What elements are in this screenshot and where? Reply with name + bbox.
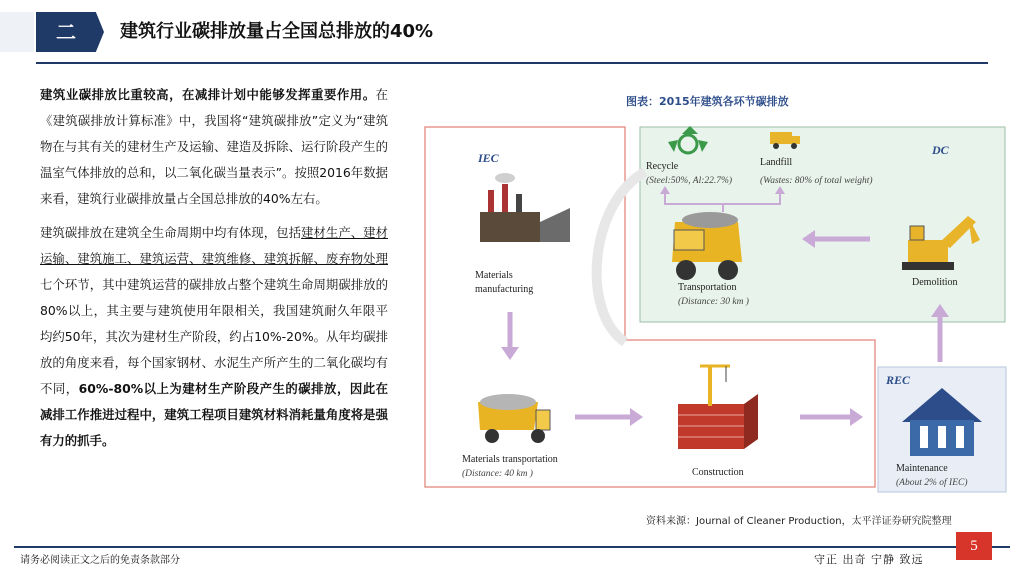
transportation-label: Transportation (678, 282, 737, 293)
rec-label: REC (886, 373, 911, 387)
factory-icon (480, 173, 570, 242)
maintenance-label: Maintenance (896, 463, 948, 474)
lifecycle-diagram (420, 112, 1010, 502)
paragraph-2-bold: 60%-80%以上为建材生产阶段产生的碳排放，因此在减排工作推进过程中，建筑工程项目建筑材料消耗量角度将是强有力的抓手。 (40, 381, 388, 448)
paragraph-1-text: 在《建筑碳排放计算标准》中，我国将“建筑碳排放”定义为“建筑物在与其有关的建材生产及运输、建造及拆除、运行阶段产生的温室气体排放的总和，以二氧化碳当量表示”。按照2016年数据来看，建筑行业碳排放量占全国总排放的40%左右。 (40, 87, 388, 206)
recycle-detail: (Steel:50%, Al:22.7%) (646, 176, 733, 186)
recycle-label: Recycle (646, 161, 679, 172)
footer-divider (14, 546, 1010, 548)
body-text (40, 82, 388, 462)
paragraph-2-intro: 建筑碳排放在建筑全生命周期中均有体现，包括 (40, 225, 302, 240)
iec-label: IEC (478, 151, 499, 165)
transportation-detail: (Distance: 30 km ) (678, 297, 749, 307)
paragraph-2-text: 七个环节，其中建筑运营的碳排放占整个建筑生命周期碳排放的80%以上，其主要与建筑使用年限相关，我国建筑耐久年限平均约50年，其次为建材生产阶段，约占10%-20%。从年均碳排放的角度来看，每个国家钢材、水泥生产所产生的二氧化碳均有不同， (40, 277, 388, 396)
paragraph-1-bold: 建筑业碳排放比重较高，在减排计划中能够发挥重要作用。 (40, 87, 376, 102)
materials-transport-label: Materials transportation (462, 454, 558, 465)
construction-label: Construction (692, 467, 744, 478)
section-number: 二 (56, 20, 76, 44)
curved-arrow (597, 172, 645, 342)
maintenance-detail: (About 2% of IEC) (896, 478, 968, 488)
arrowhead-mfg-to-transport (501, 347, 519, 360)
landfill-label: Landfill (760, 157, 793, 168)
footer-motto: 守正 出奇 宁静 致远 (814, 553, 924, 566)
materials-mfg-label-1: Materials (475, 270, 513, 281)
page-title: 建筑行业碳排放量占全国总排放的40% (120, 21, 434, 42)
construction-icon (678, 366, 758, 449)
materials-truck-icon (478, 394, 550, 443)
source-note: 资料来源：Journal of Cleaner Production，太平洋证券研究院整理 (646, 516, 952, 527)
arrowhead-transport-to-construction (630, 408, 643, 426)
figure-caption: 图表：2015年建筑各环节碳排放 (626, 95, 789, 108)
demolition-label: Demolition (912, 277, 958, 288)
page-number: 5 (956, 532, 992, 560)
materials-mfg-label-2: manufacturing (475, 284, 534, 295)
paragraph-2 (40, 220, 388, 454)
landfill-detail: (Wastes: 80% of total weight) (760, 176, 873, 186)
footer-disclaimer: 请务必阅读正文之后的免责条款部分 (20, 555, 180, 566)
arrowhead-construction-to-maintenance (850, 408, 863, 426)
paragraph-1 (40, 82, 388, 212)
dc-label: DC (932, 143, 949, 157)
page-header (0, 0, 1024, 64)
header-divider (36, 62, 988, 64)
header-accent (0, 12, 34, 52)
materials-transport-detail: (Distance: 40 km ) (462, 469, 533, 479)
paragraph-2-stages: 建材生产、建材运输、建筑施工、建筑运营、建筑维修、建筑拆解、废弃物处理 (40, 225, 389, 266)
